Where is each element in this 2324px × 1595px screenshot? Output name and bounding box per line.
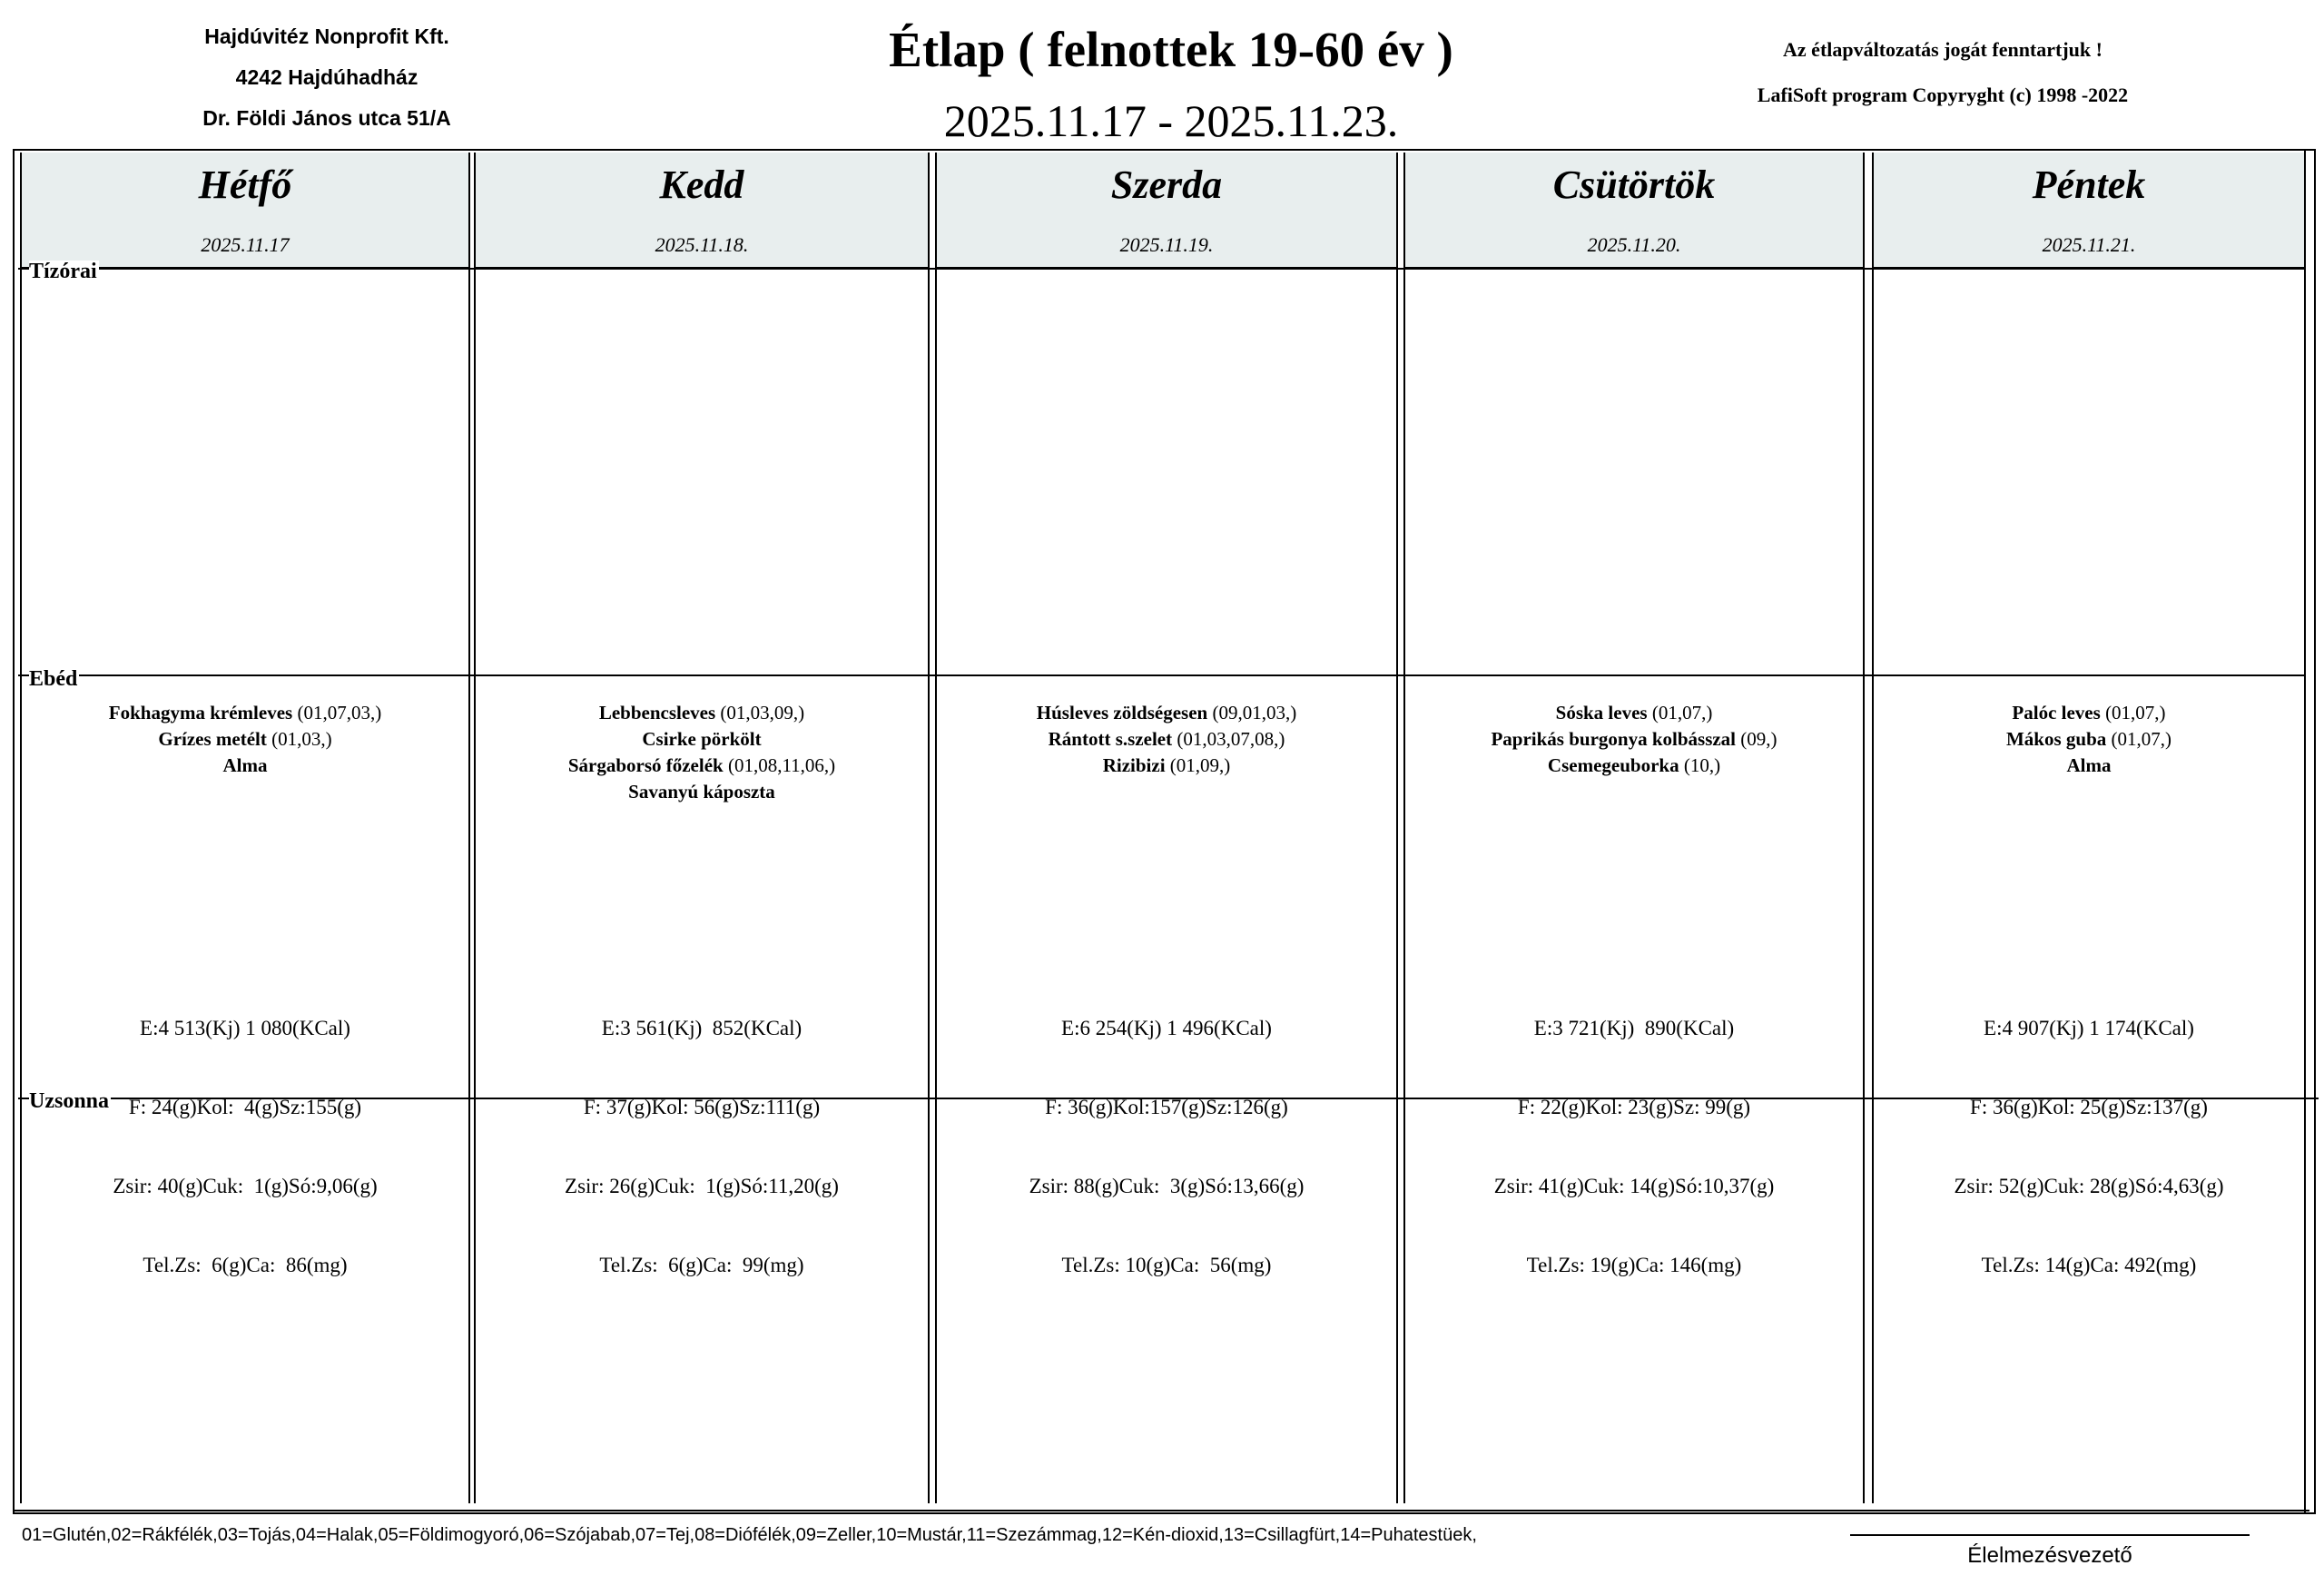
nutrition-protein: F: 37(g)Kol: 56(g)Sz:111(g) — [583, 1096, 821, 1118]
menu-item: Csemegeuborka (10,) — [1547, 754, 1721, 776]
nutrition-tuesday — [476, 962, 928, 1305]
nutrition-saturated: Tel.Zs: 10(g)Ca: 56(mg) — [1061, 1254, 1272, 1276]
nutrition-protein: F: 22(g)Kol: 23(g)Sz: 99(g) — [1517, 1096, 1751, 1118]
lunch-menu-tuesday — [476, 700, 928, 805]
nutrition-energy: E:4 513(Kj) 1 080(KCal) — [140, 1017, 350, 1039]
nutrition-thursday — [1405, 962, 1863, 1305]
menu-date-range: 2025.11.17 - 2025.11.23. — [943, 95, 1399, 146]
nutrition-friday — [1874, 962, 2304, 1305]
menu-item: Alma — [2066, 754, 2112, 776]
day-name: Hétfő — [198, 162, 292, 207]
change-notice: Az étlapváltozatás jogát fenntartjuk ! — [1783, 38, 2102, 61]
day-date: 2025.11.20. — [1587, 233, 1681, 256]
day-header — [937, 153, 1396, 269]
section-label-afternoon-snack: Uzsonna — [29, 1089, 110, 1113]
day-name: Kedd — [659, 162, 744, 207]
menu-item: Rántott s.szelet (01,03,07,08,) — [1048, 728, 1285, 750]
copyright-text: LafiSoft program Copyryght (c) 1998 -2022 — [1757, 84, 2129, 106]
organization-name: Hajdúvitéz Nonprofit Kft. — [204, 25, 449, 48]
day-date: 2025.11.18. — [655, 233, 749, 256]
menu-item: Savanyú káposzta — [628, 781, 775, 802]
frame-bottom-edge — [13, 1510, 2309, 1511]
nutrition-wednesday — [937, 962, 1396, 1305]
nutrition-protein: F: 36(g)Kol:157(g)Sz:126(g) — [1045, 1096, 1288, 1118]
menu-item: Húsleves zöldségesen (09,01,03,) — [1036, 702, 1297, 724]
day-header — [1405, 153, 1863, 269]
nutrition-fat: Zsir: 41(g)Cuk: 14(g)Só:10,37(g) — [1493, 1175, 1775, 1197]
menu-item: Csirke pörkölt — [642, 728, 762, 750]
menu-item: Palóc leves (01,07,) — [2012, 702, 2166, 724]
day-name: Csütörtök — [1552, 162, 1716, 207]
signature-line — [1850, 1534, 2250, 1536]
menu-item: Sárgaborsó főzelék (01,08,11,06,) — [567, 754, 836, 776]
nutrition-protein: F: 24(g)Kol: 4(g)Sz:155(g) — [128, 1096, 362, 1118]
day-date: 2025.11.19. — [1119, 233, 1214, 256]
lunch-menu-thursday — [1405, 700, 1863, 779]
row-divider-lunch — [18, 674, 2304, 676]
lunch-menu-friday — [1874, 700, 2304, 779]
section-label-lunch: Ebéd — [29, 667, 78, 691]
row-divider-morning-snack — [18, 268, 2304, 270]
nutrition-energy: E:6 254(Kj) 1 496(KCal) — [1061, 1017, 1272, 1039]
nutrition-fat: Zsir: 26(g)Cuk: 1(g)Só:11,20(g) — [565, 1175, 839, 1197]
organization-address: Dr. Földi János utca 51/A — [202, 106, 451, 130]
nutrition-energy: E:4 907(Kj) 1 174(KCal) — [1984, 1017, 2194, 1039]
nutrition-saturated: Tel.Zs: 6(g)Ca: 99(mg) — [599, 1254, 804, 1276]
menu-item: Sóska leves (01,07,) — [1555, 702, 1713, 724]
nutrition-fat: Zsir: 88(g)Cuk: 3(g)Só:13,66(g) — [1029, 1175, 1305, 1197]
allergen-legend: 01=Glutén,02=Rákfélék,03=Tojás,04=Halak,05=Földimogyoró,06=Szójabab,07=Tej,08=Diófélék,09=Zeller,10=Mustár,11=Szezámmag,12=Kén-dioxid,13=Csillagfürt,14=Puhatestüek, — [22, 1525, 1477, 1545]
nutrition-protein: F: 36(g)Kol: 25(g)Sz:137(g) — [1970, 1096, 2208, 1118]
menu-item: Alma — [222, 754, 268, 776]
signature-label: Élelmezésvezető — [1967, 1543, 2132, 1568]
menu-item: Grízes metélt (01,03,) — [158, 728, 332, 750]
nutrition-saturated: Tel.Zs: 19(g)Ca: 146(mg) — [1526, 1254, 1742, 1276]
header-notes — [1707, 27, 2179, 118]
day-header — [1874, 153, 2304, 269]
menu-item: Fokhagyma krémleves (01,07,03,) — [108, 702, 382, 724]
day-header — [22, 153, 468, 269]
day-name: Szerda — [1110, 162, 1223, 207]
day-date: 2025.11.21. — [2042, 233, 2136, 256]
nutrition-energy: E:3 721(Kj) 890(KCal) — [1533, 1017, 1735, 1039]
day-date: 2025.11.17 — [201, 233, 290, 256]
menu-item: Mákos guba (01,07,) — [2005, 728, 2172, 750]
nutrition-saturated: Tel.Zs: 14(g)Ca: 492(mg) — [1981, 1254, 2197, 1276]
nutrition-fat: Zsir: 40(g)Cuk: 1(g)Só:9,06(g) — [113, 1175, 378, 1197]
menu-item: Rizibizi (01,09,) — [1102, 754, 1231, 776]
nutrition-saturated: Tel.Zs: 6(g)Ca: 86(mg) — [143, 1254, 348, 1276]
organization-city: 4242 Hajdúhadház — [235, 65, 419, 89]
nutrition-monday — [22, 962, 468, 1305]
nutrition-fat: Zsir: 52(g)Cuk: 28(g)Só:4,63(g) — [1954, 1175, 2224, 1197]
nutrition-energy: E:3 561(Kj) 852(KCal) — [601, 1017, 803, 1039]
day-name: Péntek — [2032, 162, 2146, 207]
organization-block — [136, 16, 517, 139]
menu-item: Lebbencsleves (01,03,09,) — [598, 702, 805, 724]
menu-title: Étlap ( felnottek 19-60 év ) — [889, 22, 1453, 77]
lunch-menu-wednesday — [937, 700, 1396, 779]
menu-item: Paprikás burgonya kolbásszal (09,) — [1491, 728, 1777, 750]
section-label-morning-snack: Tízórai — [29, 260, 97, 283]
lunch-menu-monday — [22, 700, 468, 779]
day-header — [476, 153, 928, 269]
